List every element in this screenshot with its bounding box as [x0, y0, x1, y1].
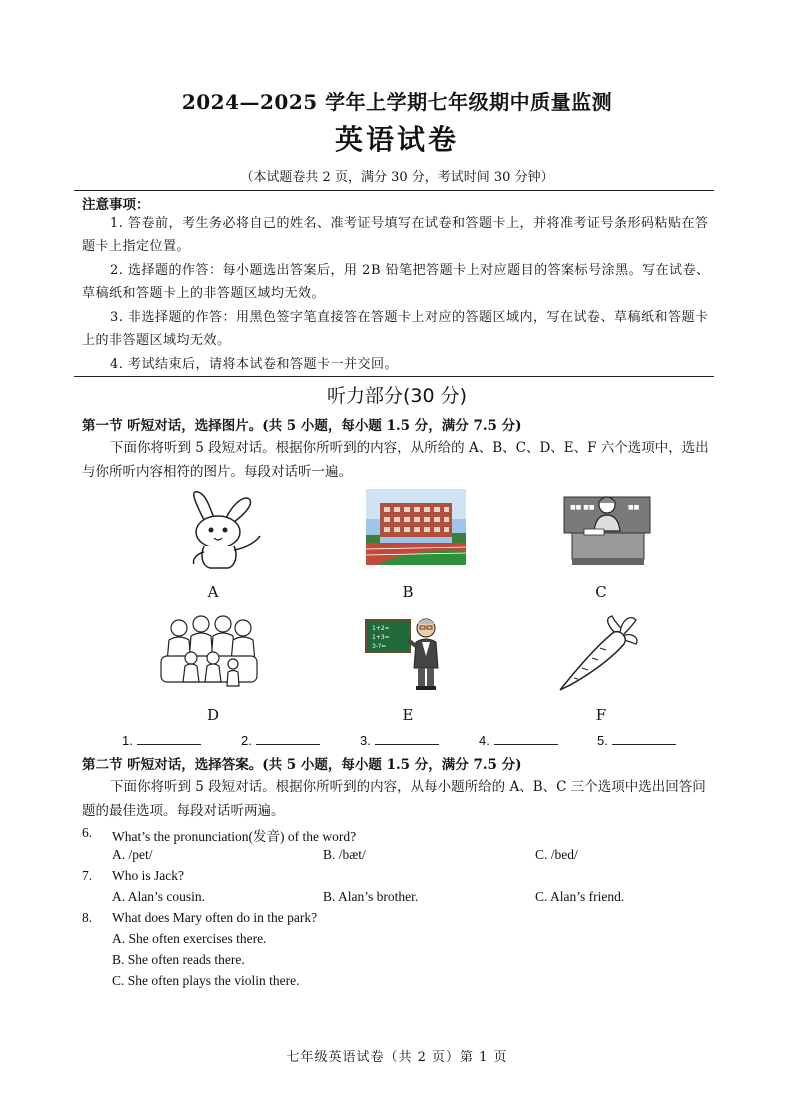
blank-line[interactable] [375, 732, 439, 745]
note-item-2: 2. 选择题的作答：每小题选出答案后，用 2B 铅笔把答题卡上对应题目的答案标号涂黑。写在试卷、草稿纸和答题卡上的非答题区域均无效。 [82, 263, 710, 301]
question-option[interactable]: C. She often plays the violin there. [112, 973, 300, 988]
question-option[interactable]: A. Alan’s cousin. [112, 889, 205, 904]
question-option[interactable]: A. She often exercises there. [112, 931, 267, 946]
section-title: 听力部分(30 分) [326, 385, 468, 407]
question-text: Who is Jack? [112, 868, 184, 883]
blank-number: 2. [241, 733, 252, 748]
svg-text:1+3=: 1+3= [372, 634, 390, 641]
carrot-icon [556, 612, 640, 692]
note-item-4: 4. 考试结束后，请将本试卷和答题卡一并交回。 [110, 357, 399, 372]
answer-blank-1[interactable] [122, 732, 201, 748]
blank-line[interactable] [256, 732, 320, 745]
blank-line[interactable] [612, 732, 676, 745]
question-option[interactable]: B. /bæt/ [323, 847, 366, 862]
blank-number: 3. [360, 733, 371, 748]
teacher-at-desk-icon [562, 489, 652, 567]
svg-text:■■ ■■: ■■ ■■ [570, 504, 595, 511]
svg-text:3-?=: 3-?= [372, 643, 387, 650]
picture-label-e: E [402, 706, 414, 724]
family-icon [155, 612, 263, 692]
question-text: What does Mary often do in the park? [112, 910, 318, 925]
subject-title: 英语试卷 [334, 123, 459, 156]
answer-blank-4[interactable] [479, 732, 558, 748]
exam-info: （本试题卷共 2 页，满分 30 分，考试时间 30 分钟） [240, 170, 554, 185]
notes-heading: 注意事项： [82, 197, 150, 213]
question-option[interactable]: C. /bed/ [535, 847, 578, 862]
picture-label-c: C [595, 583, 607, 601]
question-number: 6. [82, 825, 93, 840]
question-option[interactable]: C. Alan’s friend. [535, 889, 625, 904]
picture-label-f: F [595, 706, 607, 724]
divider-top [74, 190, 714, 191]
note-item-1: 1. 答卷前，考生务必将自己的姓名、准考证号填写在试卷和答题卡上，并将准考证号条形码粘贴在答题卡上指定位置。 [82, 216, 709, 254]
picture-label-a: A [207, 583, 219, 601]
part2-heading: 第二节 听短对话，选择答案。(共 5 小题，每小题 1.5 分，满分 7.5 分) [82, 757, 522, 773]
blank-number: 1. [122, 733, 133, 748]
page-footer: 七年级英语试卷（共 2 页）第 1 页 [286, 1050, 508, 1065]
math-teacher-icon [364, 612, 454, 692]
part2-instruction: 下面你将听到 5 段短对话。根据你所听到的内容，从每小题所给的 A、B、C 三个选项中选出回答问题的最佳选项。每段对话听两遍。 [82, 779, 706, 819]
question-option[interactable]: A. /pet/ [112, 847, 153, 862]
blank-number: 5. [597, 733, 608, 748]
exam-title: 2024—2025 学年上学期七年级期中质量监测 [181, 90, 613, 114]
part1-heading: 第一节 听短对话，选择图片。(共 5 小题，每小题 1.5 分，满分 7.5 分) [82, 418, 522, 434]
question-option[interactable]: B. Alan’s brother. [323, 889, 419, 904]
question-text: What’s the pronunciation(发音) of the word? [112, 829, 357, 844]
question-number: 8. [82, 910, 93, 925]
blank-number: 4. [479, 733, 490, 748]
question-number: 7. [82, 868, 93, 883]
svg-text:1+2=: 1+2= [372, 625, 390, 632]
picture-label-d: D [206, 706, 220, 724]
answer-blank-2[interactable] [241, 732, 320, 748]
blank-line[interactable] [494, 732, 558, 745]
part1-instruction: 下面你将听到 5 段短对话。根据你所听到的内容，从所给的 A、B、C、D、E、F 六个选项中，选出与你所听内容相符的图片。每段对话听一遍。 [82, 440, 709, 480]
picture-label-b: B [402, 583, 414, 601]
question-option[interactable]: B. She often reads there. [112, 952, 245, 967]
divider-bottom [74, 376, 714, 377]
answer-blank-5[interactable] [597, 732, 676, 748]
answer-blank-3[interactable] [360, 732, 439, 748]
blank-line[interactable] [137, 732, 201, 745]
school-building-icon [366, 489, 466, 565]
note-item-3: 3. 非选择题的作答：用黑色签字笔直接答在答题卡上对应的答题区域内，写在试卷、草稿纸和答题卡上的非答题区域均无效。 [82, 310, 709, 348]
svg-text:■■: ■■ [628, 504, 640, 511]
rabbit-icon [176, 490, 266, 572]
